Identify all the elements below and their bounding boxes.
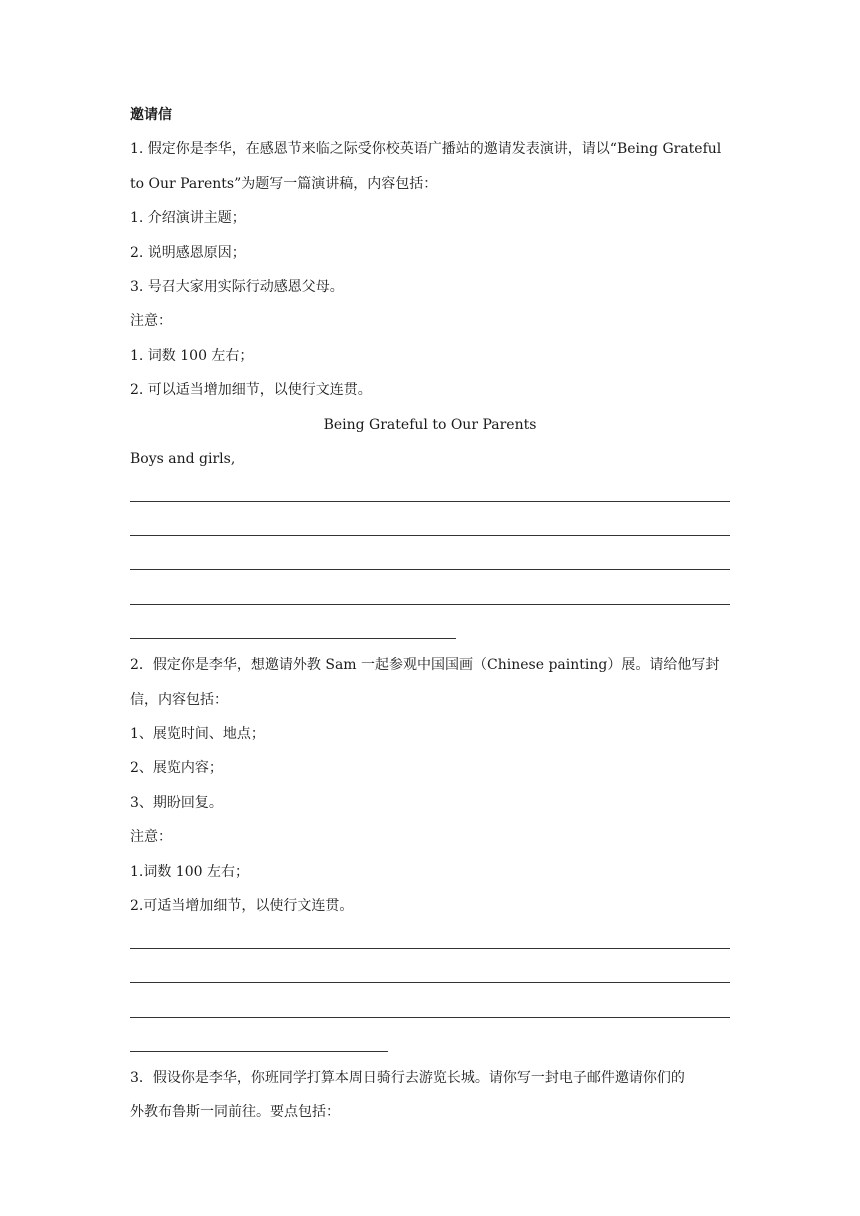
q2-note-1: 1.词数 100 左右；: [130, 863, 249, 880]
q1-point-3: 3. 号召大家用实际行动感恩父母。: [130, 278, 344, 295]
q1-answer-line-5: [130, 614, 730, 648]
document-title: 邀请信: [130, 107, 172, 123]
q1-note-label: 注意：: [130, 313, 172, 330]
q2-answer-line-1: [130, 923, 730, 957]
q3-prompt-line-2: 外教布鲁斯一同前往。要点包括：: [130, 1104, 340, 1121]
q2-answer-line-3: [130, 992, 730, 1026]
q1-salutation: Boys and girls,: [130, 450, 236, 467]
document-page: [130, 98, 730, 1130]
q2-prompt-line-1: 2．假定你是李华，想邀请外教 Sam 一起参观中国国画（Chinese painting）展。请给他写封: [130, 657, 720, 674]
q1-prompt-line-1: 1. 假定你是李华，在感恩节来临之际受你校英语广播站的邀请发表演讲，请以“Being Grateful: [130, 141, 722, 158]
q2-point-3: 3、期盼回复。: [130, 794, 223, 811]
q1-answer-line-3: [130, 545, 730, 579]
q1-answer-line-4: [130, 579, 730, 613]
q2-point-1: 1、展览时间、地点；: [130, 726, 265, 743]
q1-answer-line-1: [130, 476, 730, 510]
q2-point-2: 2、展览内容；: [130, 760, 223, 777]
q1-prompt-line-2: to Our Parents”为题写一篇演讲稿，内容包括：: [130, 175, 438, 192]
q2-note-label: 注意：: [130, 829, 172, 846]
q2-answer-line-4: [130, 1027, 730, 1061]
q2-answer-line-2: [130, 958, 730, 992]
q3-prompt-line-1: 3．假设你是李华，你班同学打算本周日骑行去游览长城。请你写一封电子邮件邀请你们的: [130, 1069, 685, 1086]
q1-point-1: 1. 介绍演讲主题；: [130, 210, 246, 227]
q1-note-1: 1. 词数 100 左右；: [130, 347, 254, 364]
q1-point-2: 2. 说明感恩原因；: [130, 244, 246, 261]
q1-essay-title: Being Grateful to Our Parents: [323, 416, 537, 433]
q2-prompt-line-2: 信，内容包括：: [130, 691, 228, 708]
q1-answer-line-2: [130, 511, 730, 545]
q1-note-2: 2. 可以适当增加细节，以使行文连贯。: [130, 382, 372, 399]
q2-note-2: 2.可适当增加细节，以使行文连贯。: [130, 897, 354, 914]
